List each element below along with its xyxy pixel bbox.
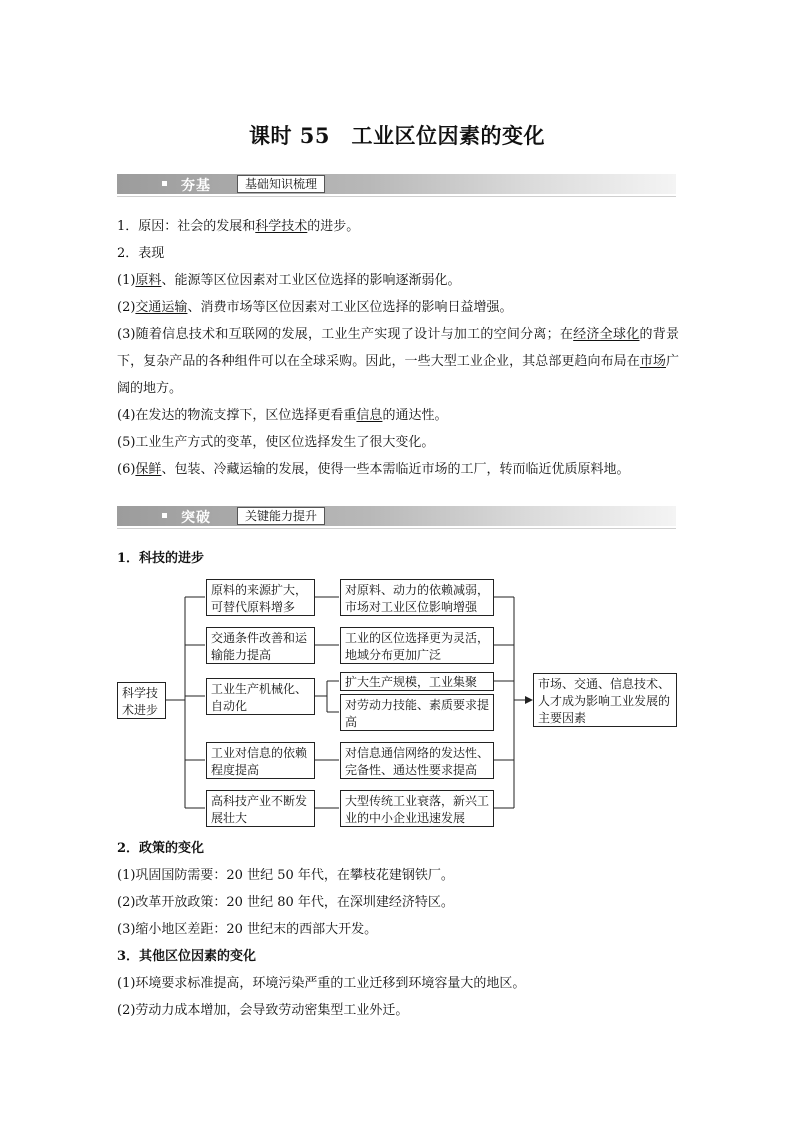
policy-item-3: (3)缩小地区差距：20 世纪末的西部大开发。 bbox=[117, 922, 378, 937]
manifestation-heading: 2．表现 bbox=[117, 246, 165, 261]
policy-heading: 2．政策的变化 bbox=[117, 841, 205, 856]
item-2: (2)交通运输、消费市场等区位因素对工业区位选择的影响日益增强。 bbox=[117, 300, 513, 315]
item-4: (4)在发达的物流支撑下，区位选择更看重信息的通达性。 bbox=[117, 408, 448, 423]
policy-item-2: (2)改革开放政策：20 世纪 80 年代，在深圳建经济特区。 bbox=[117, 895, 454, 910]
item-6: (6)保鲜、包装、冷藏运输的发展，使得一些本需临近市场的工厂，转而临近优质原料地。 bbox=[117, 462, 630, 477]
other-item-1: (1)环境要求标准提高，环境污染严重的工业迁移到环境容量大的地区。 bbox=[117, 976, 526, 991]
section-tag: 基础知识梳理 bbox=[237, 175, 325, 193]
page-title: 课时 55 工业区位因素的变化 bbox=[248, 123, 546, 148]
diagram-result-node: 市场、交通、信息技术、人才成为影响工业发展的主要因素 bbox=[533, 673, 677, 727]
cause-line: 1．原因：社会的发展和科学技术的进步。 bbox=[117, 219, 360, 234]
section-label: 突破 bbox=[181, 510, 211, 526]
item-1: (1)原料、能源等区位因素对工业区位选择的影响逐渐弱化。 bbox=[117, 273, 461, 288]
diagram-cause-node: 交通条件改善和运输能力提高 bbox=[206, 627, 315, 664]
other-item-2: (2)劳动力成本增加，会导致劳动密集型工业外迁。 bbox=[117, 1003, 409, 1018]
item-3: (3)随着信息技术和互联网的发展，工业生产实现了设计与加工的空间分离；在经济全球化的背景下，复杂产品的各种组件可以在全球采购。因此，一些大型工业企业，其总部更趋向布局在市场广阔的地方。 bbox=[117, 327, 679, 396]
policy-item-1: (1)巩固国防需要：20 世纪 50 年代，在攀枝花建钢铁厂。 bbox=[117, 868, 454, 883]
diagram-effect-node: 大型传统工业衰落，新兴工业的中小企业迅速发展 bbox=[340, 790, 494, 827]
tech-heading: 1．科技的进步 bbox=[117, 551, 205, 566]
section-label: 夯基 bbox=[181, 178, 211, 194]
diagram-effect-node: 工业的区位选择更为灵活，地域分布更加广泛 bbox=[340, 627, 494, 664]
diagram-effect-node: 扩大生产规模，工业集聚 bbox=[340, 672, 494, 691]
diagram-effect-node: 对原料、动力的依赖减弱，市场对工业区位影响增强 bbox=[340, 579, 494, 616]
diagram-root-node: 科学技术进步 bbox=[117, 682, 166, 719]
section-tag: 关键能力提升 bbox=[237, 507, 325, 525]
diagram-cause-node: 工业生产机械化、自动化 bbox=[206, 678, 315, 715]
diagram-cause-node: 工业对信息的依赖程度提高 bbox=[206, 742, 315, 779]
diagram-effect-node: 对劳动力技能、素质要求提高 bbox=[340, 694, 494, 731]
diagram-cause-node: 原料的来源扩大，可替代原料增多 bbox=[206, 579, 315, 616]
other-factors-heading: 3．其他区位因素的变化 bbox=[117, 949, 257, 964]
item-5: (5)工业生产方式的变革，使区位选择发生了很大变化。 bbox=[117, 435, 435, 450]
diagram-effect-node: 对信息通信网络的发达性、完备性、通达性要求提高 bbox=[340, 742, 494, 779]
diagram-cause-node: 高科技产业不断发展壮大 bbox=[206, 790, 315, 827]
